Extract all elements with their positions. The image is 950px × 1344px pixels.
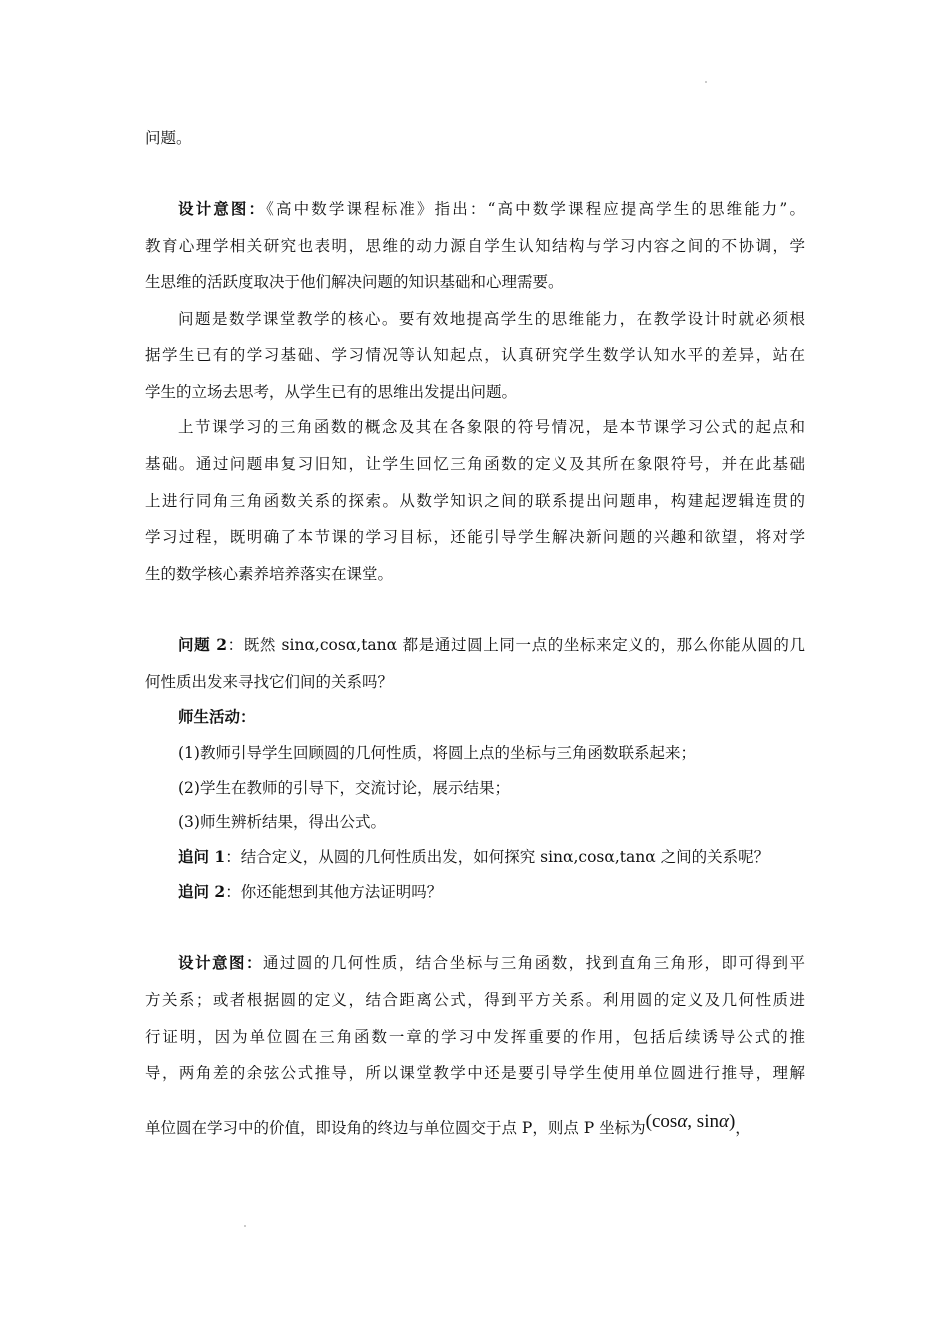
point-p-coordinates: (cosα, sinα) [645, 1111, 736, 1132]
paragraph-line: 导，两角差的余弦公式推导，所以课堂教学中还是要引导学生使用单位圆进行推导，理解 [145, 1064, 805, 1082]
activity-item: (2)学生在教师的引导下，交流讨论，展示结果； [178, 779, 510, 797]
paragraph-line: 方关系；或者根据圆的定义，结合距离公式，得到平方关系。利用圆的定义及几何性质进 [145, 991, 805, 1009]
paragraph-line: 上节课学习的三角函数的概念及其在各象限的符号情况，是本节课学习公式的起点和 [178, 418, 805, 436]
paragraph-line: 设计意图：《高中数学课程标准》指出：“高中数学课程应提高学生的思维能力”。 [178, 199, 805, 218]
design-intent-label: 设计意图： [178, 953, 263, 972]
question-2-label: 问题 2 [178, 635, 228, 654]
paragraph-line: 上进行同角三角函数关系的探索。从数学知识之间的联系提出问题串，构建起逻辑连贯的 [145, 492, 805, 510]
scan-dot [705, 81, 707, 83]
activity-item: (3)师生辨析结果，得出公式。 [178, 813, 386, 831]
paragraph-line: 问题是数学课堂教学的核心。要有效地提高学生的思维能力，在教学设计时就必须根 [178, 310, 805, 328]
question-2: 问题 2：既然 sinα,cosα,tanα 都是通过圆上同一点的坐标来定义的，那么你能从圆的几 [178, 635, 805, 654]
followup-question: 追问 1：结合定义，从圆的几何性质出发，如何探究 sinα,cosα,tanα 之间的关系呢？ [178, 847, 770, 866]
followup-question: 追问 2：你还能想到其他方法证明吗？ [178, 882, 443, 901]
paragraph-line: 单位圆在学习中的价值，即设角的终边与单位圆交于点 P，则点 P 坐标为(cosα, sinα)， [145, 1111, 751, 1137]
activity-heading: 师生活动： [178, 707, 256, 726]
activity-item: (1)教师引导学生回顾圆的几何性质，将圆上点的坐标与三角函数联系起来； [178, 744, 696, 762]
scan-dot [244, 1225, 246, 1227]
design-intent-label: 设计意图： [178, 199, 267, 218]
paragraph-line: 学习过程，既明确了本节课的学习目标，还能引导学生解决新问题的兴趣和欲望，将对学 [145, 528, 805, 546]
paragraph-line: 生思维的活跃度取决于他们解决问题的知识基础和心理需要。 [145, 273, 564, 291]
paragraph-line: 行证明，因为单位圆在三角函数一章的学习中发挥重要的作用，包括后续诱导公式的推 [145, 1028, 805, 1046]
paragraph-line: 学生的立场去思考，从学生已有的思维出发提出问题。 [145, 383, 518, 401]
paragraph-line: 何性质出发来寻找它们间的关系吗？ [145, 673, 394, 691]
paragraph-line: 生的数学核心素养培养落实在课堂。 [145, 565, 394, 583]
paragraph-line: 据学生已有的学习基础、学习情况等认知起点，认真研究学生数学认知水平的差异，站在 [145, 346, 805, 364]
paragraph-line: 问题。 [145, 129, 192, 147]
paragraph-line: 设计意图：通过圆的几何性质，结合坐标与三角函数，找到直角三角形，即可得到平 [178, 953, 805, 972]
paragraph-line: 教育心理学相关研究也表明，思维的动力源自学生认知结构与学习内容之间的不协调，学 [145, 237, 805, 255]
paragraph-line: 基础。通过问题串复习旧知，让学生回忆三角函数的定义及其所在象限符号，并在此基础 [145, 455, 805, 473]
